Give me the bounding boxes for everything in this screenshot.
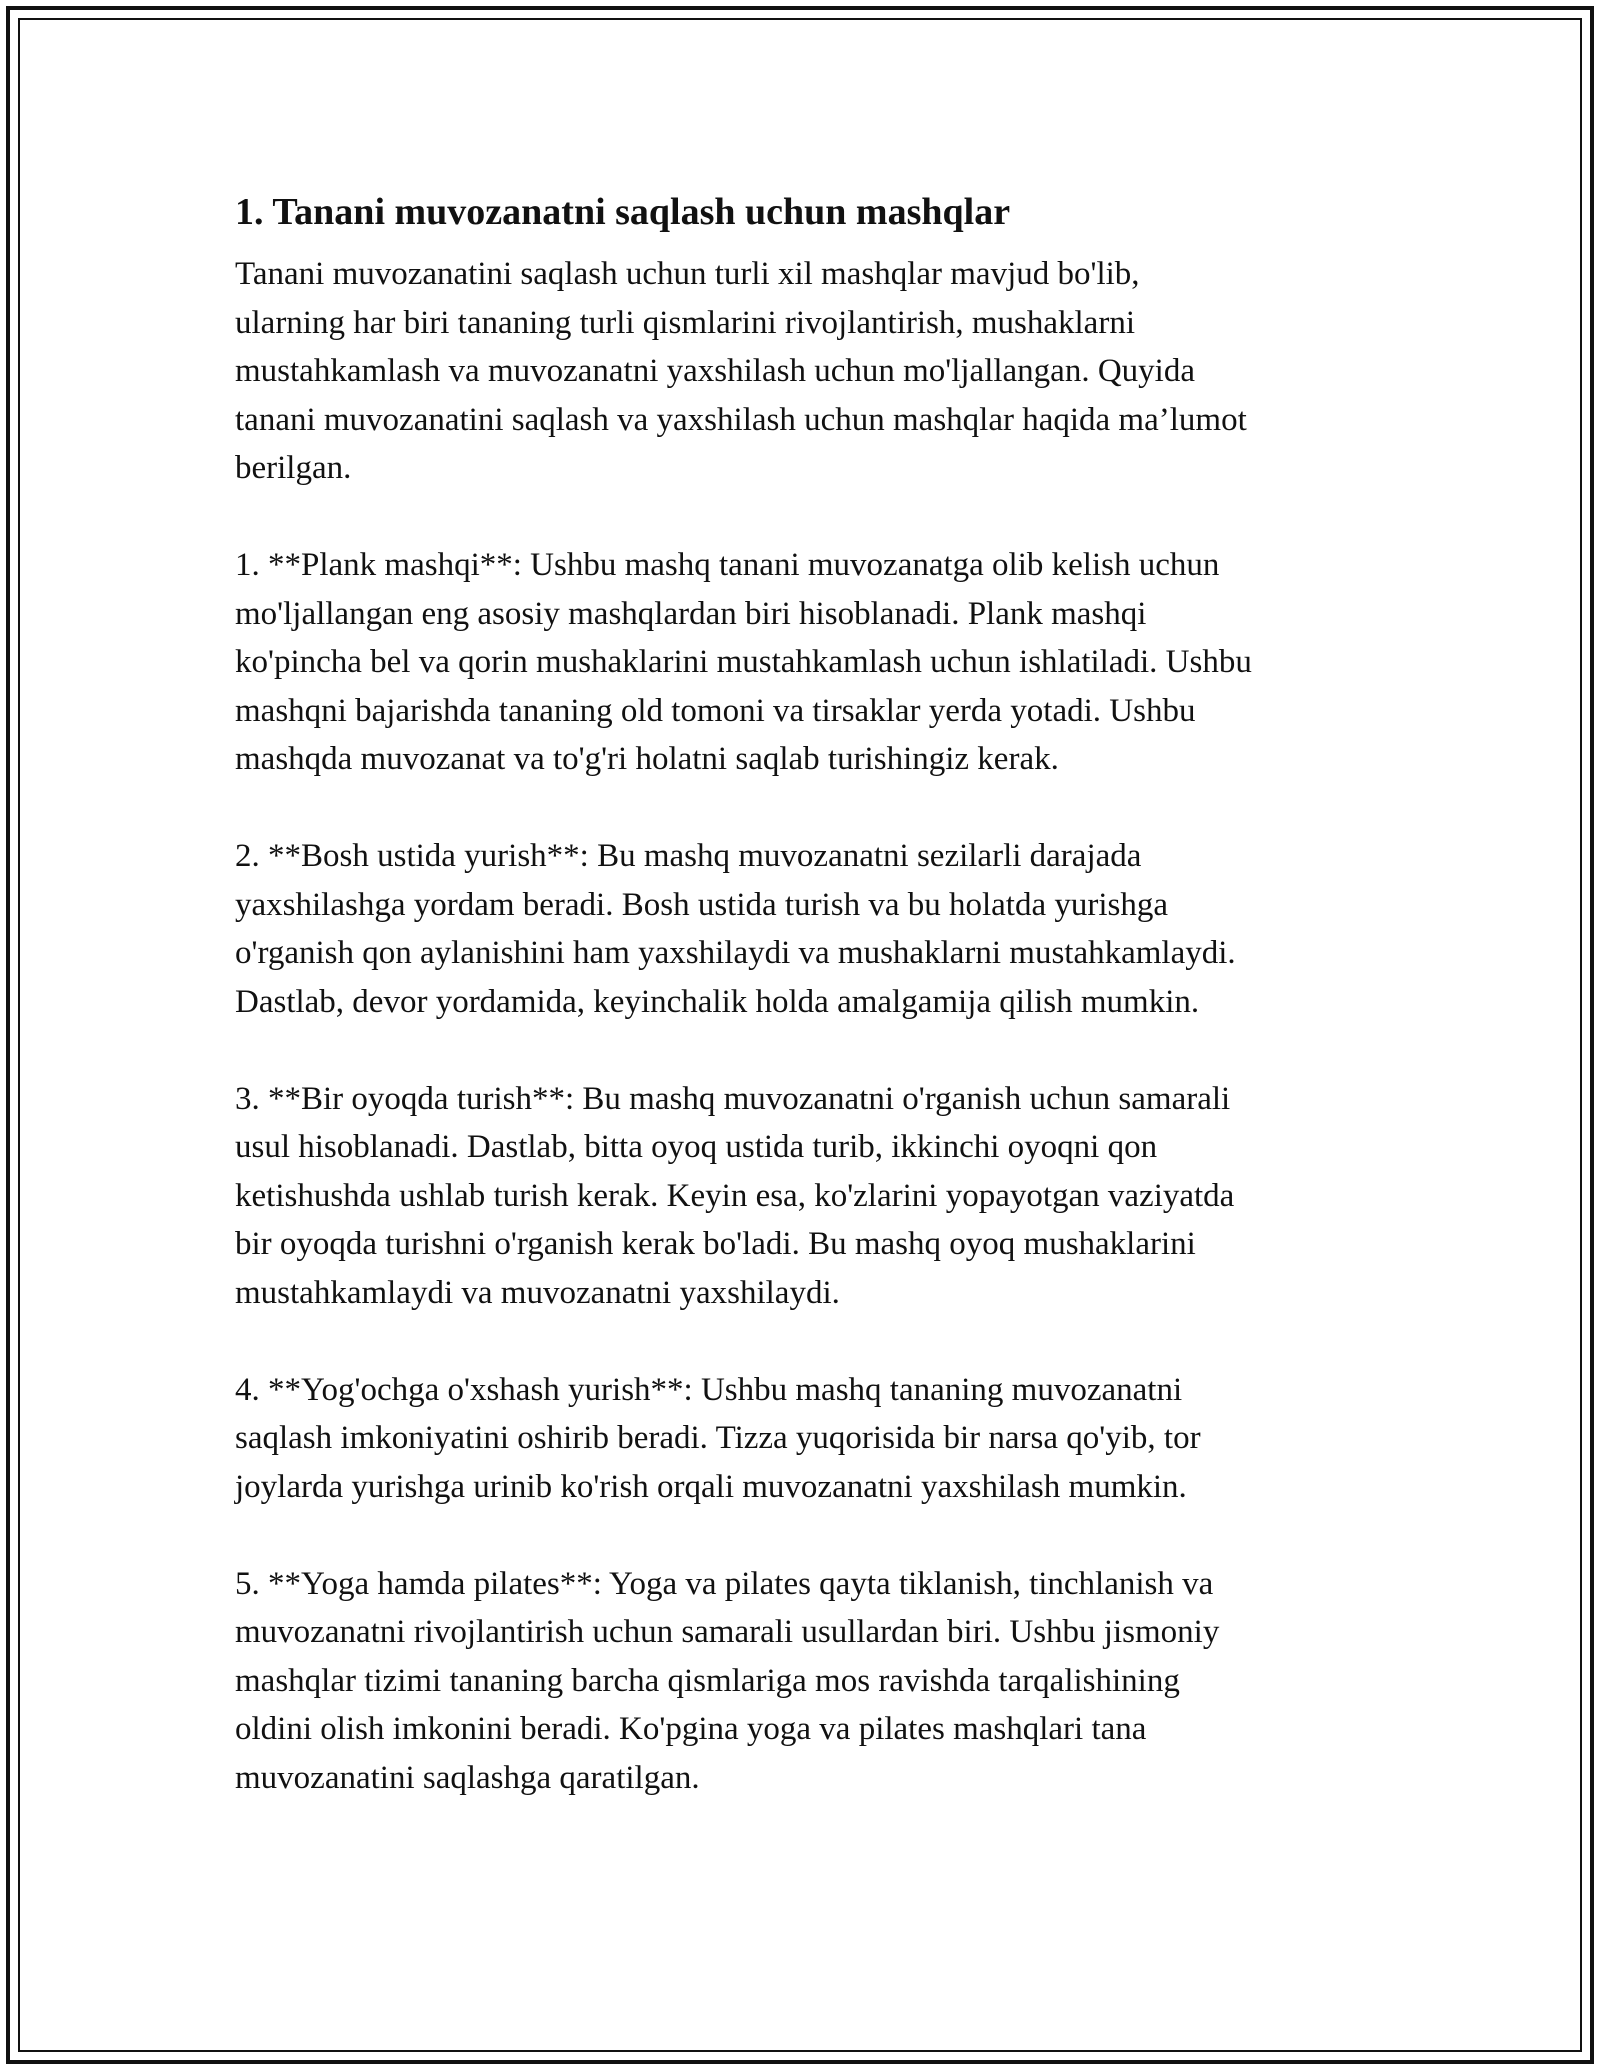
text-line: 4. **Yog'ochga o'xshash yurish**: Ushbu mashq tananing muvozanatni [235, 1371, 1183, 1408]
text-line: joylarda yurishga urinib ko'rish orqali muvozanatni yaxshilash mumkin. [235, 1468, 1187, 1505]
text-line: yaxshilashga yordam beradi. Bosh ustida turish va bu holatda yurishga [235, 886, 1168, 923]
text-line: ketishushda ushlab turish kerak. Keyin esa, ko'zlarini yopayotgan vaziyatda [235, 1177, 1235, 1214]
item-plank-paragraph [235, 541, 1370, 784]
item-yoga-pilates-paragraph [235, 1560, 1370, 1803]
section-heading: 1. Tanani muvozanatni saqlash uchun mashqlar [235, 191, 1011, 233]
text-line: saqlash imkoniyatini oshirib beradi. Tizza yuqorisida bir narsa qo'yib, tor [235, 1420, 1201, 1456]
text-line: usul hisoblanadi. Dastlab, bitta oyoq ustida turib, ikkinchi oyoqni qon [235, 1129, 1158, 1165]
text-line: ko'pincha bel va qorin mushaklarini mustahkamlash uchun ishlatiladi. Ushbu [235, 644, 1252, 680]
document-body [235, 180, 1370, 1851]
text-line: muvozanatini saqlashga qaratilgan. [235, 1759, 700, 1796]
text-line: berilgan. [235, 450, 352, 486]
text-line: Dastlab, devor yordamida, keyinchalik holda amalgamija qilish mumkin. [235, 983, 1200, 1020]
text-line: 2. **Bosh ustida yurish**: Bu mashq muvozanatni sezilarli darajada [235, 838, 1142, 874]
text-line: mustahkamlaydi va muvozanatni yaxshilaydi. [235, 1274, 840, 1311]
intro-paragraph [235, 250, 1370, 493]
text-line: mashqda muvozanat va to'g'ri holatni saqlab turishingiz kerak. [235, 741, 1059, 777]
text-line: mashqni bajarishda tananing old tomoni va tirsaklar yerda yotadi. Ushbu [235, 692, 1196, 729]
item-one-leg-paragraph [235, 1075, 1370, 1318]
text-line: mustahkamlash va muvozanatni yaxshilash uchun mo'ljallangan. Quyida [235, 353, 1195, 389]
text-line: 1. **Plank mashqi**: Ushbu mashq tanani muvozanatga olib kelish uchun [235, 547, 1220, 583]
text-line: o'rganish qon aylanishini ham yaxshilaydi va mushaklarni mustahkamlaydi. [235, 935, 1236, 971]
text-line: Tanani muvozanatini saqlash uchun turli xil mashqlar mavjud bo'lib, [235, 256, 1140, 292]
text-line: muvozanatni rivojlantirish uchun samarali usullardan biri. Ushbu jismoniy [235, 1614, 1220, 1650]
text-line: bir oyoqda turishni o'rganish kerak bo'ladi. Bu mashq oyoq mushaklarini [235, 1226, 1196, 1262]
text-line: mashqlar tizimi tananing barcha qismlariga mos ravishda tarqalishining [235, 1662, 1180, 1699]
text-line: oldini olish imkonini beradi. Ko'pgina yoga va pilates mashqlari tana [235, 1711, 1147, 1747]
item-headwalk-paragraph [235, 832, 1370, 1026]
text-line: 5. **Yoga hamda pilates**: Yoga va pilates qayta tiklanish, tinchlanish va [235, 1565, 1214, 1602]
text-line: 3. **Bir oyoqda turish**: Bu mashq muvozanatni o'rganish uchun samarali [235, 1080, 1231, 1117]
text-line: mo'ljallangan eng asosiy mashqlardan biri hisoblanadi. Plank mashqi [235, 595, 1147, 632]
text-line: tanani muvozanatini saqlash va yaxshilash uchun mashqlar haqida ma’lumot [235, 401, 1247, 438]
item-beam-walk-paragraph [235, 1366, 1370, 1512]
text-line: ularning har biri tananing turli qismlarini rivojlantirish, mushaklarni [235, 304, 1135, 341]
